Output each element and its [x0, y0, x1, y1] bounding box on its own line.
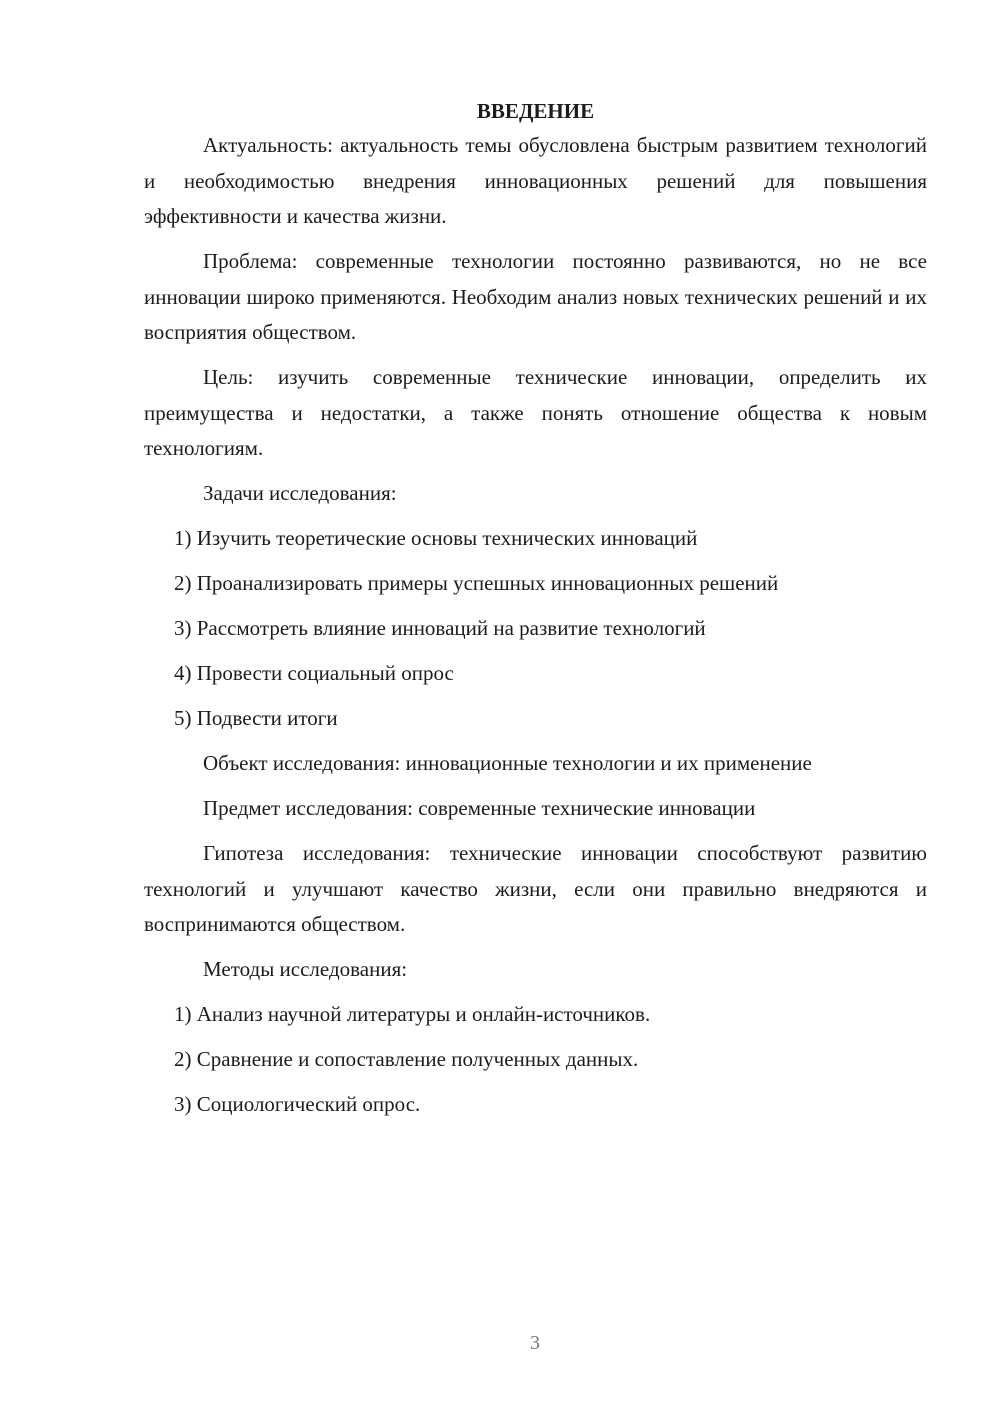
method-item-1: 1) Анализ научной литературы и онлайн-источников.: [174, 1002, 651, 1026]
task-item-5: 5) Подвести итоги: [174, 706, 338, 730]
hypothesis-paragraph: Гипотеза исследования: технические инновации способствуют развитию технологий и улучшают качество жизни, если они правильно внедряются и воспринимаются обществом.: [144, 841, 927, 936]
tasks-heading: Задачи исследования:: [203, 481, 397, 505]
task-item-2: 2) Проанализировать примеры успешных инновационных решений: [174, 571, 779, 595]
relevance-paragraph: Актуальность: актуальность темы обусловлена быстрым развитием технологий и необходимостью внедрения инновационных решений для повышения эффективности и качества жизни.: [144, 133, 927, 228]
task-item-3: 3) Рассмотреть влияние инноваций на развитие технологий: [174, 616, 706, 640]
page-content: [144, 96, 927, 1132]
problem-paragraph: Проблема: современные технологии постоянно развиваются, но не все инновации широко применяются. Необходим анализ новых технических решений и их восприятия обществом.: [144, 249, 927, 344]
section-title: ВВЕДЕНИЕ: [476, 99, 595, 123]
method-item-3: 3) Социологический опрос.: [174, 1092, 421, 1116]
goal-paragraph: Цель: изучить современные технические инновации, определить их преимущества и недостатки, а также понять отношение общества к новым технологиям.: [144, 365, 927, 460]
page-number: 3: [530, 1332, 540, 1354]
task-item-1: 1) Изучить теоретические основы технических инноваций: [174, 526, 698, 550]
object-paragraph: Объект исследования: инновационные технологии и их применение: [203, 751, 812, 775]
method-item-2: 2) Сравнение и сопоставление полученных данных.: [174, 1047, 639, 1071]
subject-paragraph: Предмет исследования: современные технические инновации: [203, 796, 756, 820]
task-item-4: 4) Провести социальный опрос: [174, 661, 454, 685]
methods-heading: Методы исследования:: [203, 957, 408, 981]
